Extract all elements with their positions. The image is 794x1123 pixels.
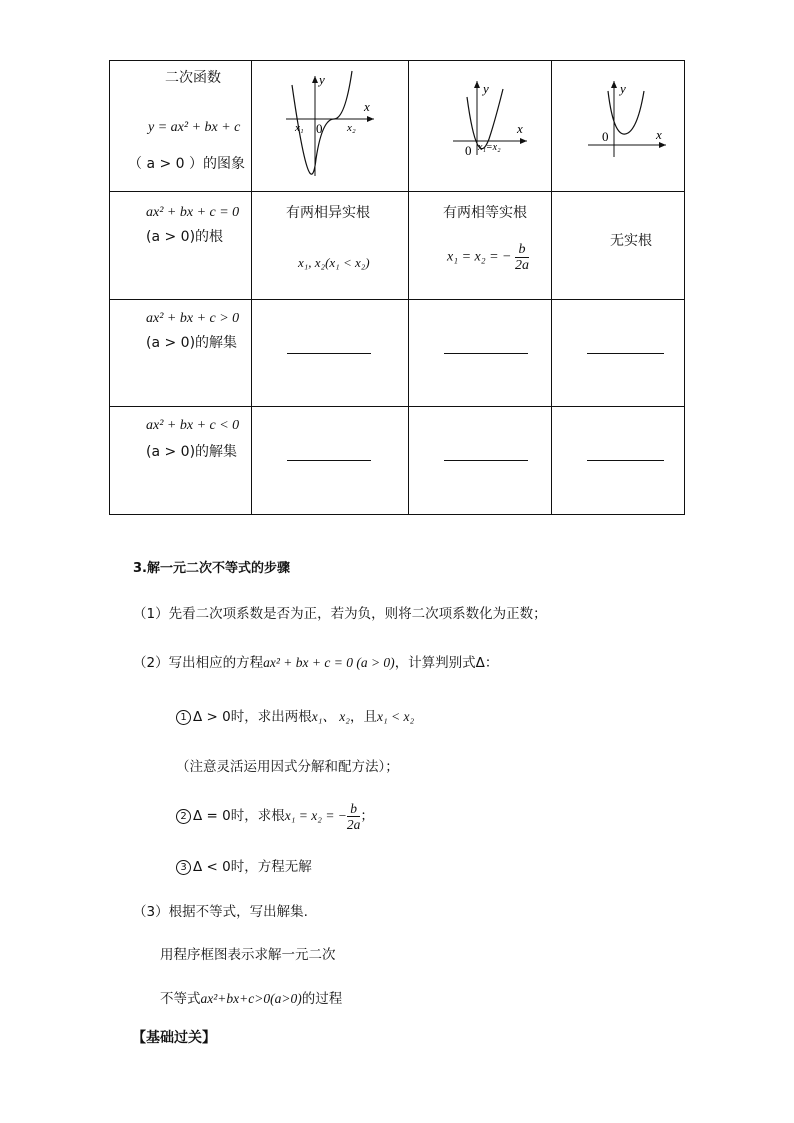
answer-blank[interactable] bbox=[444, 460, 528, 461]
circled-number-2: 2 bbox=[176, 809, 191, 824]
flowchart-line-2-math: ax²+bx+c>0(a>0) bbox=[200, 991, 302, 1006]
answer-blank[interactable] bbox=[287, 460, 371, 461]
double-root-left: x₁ = x₂ = − bbox=[447, 249, 512, 265]
graph1-x1-label: x₁ bbox=[295, 122, 304, 134]
case-2-math: x₁ = x₂ = − bbox=[284, 808, 347, 823]
case-2-text-a: Δ = 0时，求根 bbox=[193, 808, 285, 824]
row3-cond: (a > 0)的解集 bbox=[146, 335, 238, 351]
circled-number-3: 3 bbox=[176, 860, 191, 875]
step-3: （3）根据不等式，写出解集. bbox=[133, 904, 308, 920]
section-heading: 3.解一元二次不等式的步骤 bbox=[133, 561, 290, 576]
cell-r3-c3 bbox=[552, 300, 685, 407]
graph2-y-label: y bbox=[483, 81, 489, 96]
step-2 bbox=[133, 654, 498, 672]
frac-den: 2a bbox=[515, 258, 530, 273]
answer-blank[interactable] bbox=[444, 353, 528, 354]
case-1 bbox=[176, 708, 414, 726]
cell-r2-label bbox=[110, 192, 252, 300]
graph3-y-label: y bbox=[620, 81, 626, 96]
graph1-origin: 0 bbox=[316, 121, 323, 136]
flowchart-line-2-b: 的过程 bbox=[301, 991, 343, 1007]
graph2-x-label: x bbox=[517, 121, 523, 136]
row4-cond: (a > 0)的解集 bbox=[146, 444, 238, 460]
case-2-end: ； bbox=[360, 808, 374, 824]
double-root-math bbox=[447, 242, 529, 273]
frac-num: b bbox=[515, 242, 529, 258]
graph-no-root bbox=[552, 61, 684, 191]
flowchart-line-1: 用程序框图表示求解一元二次 bbox=[160, 947, 336, 963]
circled-number-1: 1 bbox=[176, 710, 191, 725]
graph3-origin: 0 bbox=[602, 129, 609, 144]
answer-blank[interactable] bbox=[587, 353, 664, 354]
cell-r1-graph3 bbox=[552, 61, 685, 192]
cell-r3-c1 bbox=[252, 300, 409, 407]
cell-r2-c3 bbox=[552, 192, 685, 300]
cell-r1-graph1 bbox=[252, 61, 409, 192]
case-2-frac bbox=[347, 801, 361, 832]
case-1-math: x₁、 x₂ bbox=[311, 709, 350, 724]
case-2-frac-num: b bbox=[347, 801, 361, 817]
basic-section-heading: 【基础过关】 bbox=[132, 1030, 216, 1046]
case-2 bbox=[176, 800, 374, 832]
step-2-text-a: （2）写出相应的方程 bbox=[133, 655, 264, 671]
cell-r1-label bbox=[110, 61, 252, 192]
cell-r4-c3 bbox=[552, 407, 685, 515]
answer-blank[interactable] bbox=[287, 353, 371, 354]
two-equal-roots-label: 有两相等实根 bbox=[443, 205, 527, 221]
case-1-math2: x₁ < x₂ bbox=[376, 709, 415, 724]
row1-formula: y = ax² + bx + c bbox=[148, 120, 241, 135]
graph-two-roots bbox=[252, 61, 408, 191]
graph1-x2-label: x₂ bbox=[347, 122, 356, 134]
graph1-x-label: x bbox=[364, 99, 370, 114]
case-3 bbox=[176, 858, 312, 876]
graph2-root-label: x₁=x₂ bbox=[478, 142, 501, 153]
cell-r2-c1 bbox=[252, 192, 409, 300]
cell-r4-label bbox=[110, 407, 252, 515]
cell-r4-c1 bbox=[252, 407, 409, 515]
graph-double-root bbox=[409, 61, 551, 191]
row2-formula: ax² + bx + c = 0 bbox=[146, 205, 240, 220]
flowchart-line-2-a: 不等式 bbox=[160, 991, 201, 1007]
case-2-frac-den: 2a bbox=[346, 816, 361, 832]
row1-title: 二次函数 bbox=[165, 70, 221, 86]
cell-r4-c2 bbox=[409, 407, 552, 515]
row3-formula: ax² + bx + c > 0 bbox=[146, 311, 240, 326]
quadratic-table bbox=[109, 60, 685, 515]
answer-blank[interactable] bbox=[587, 460, 664, 461]
row4-formula: ax² + bx + c < 0 bbox=[146, 418, 240, 433]
note: （注意灵活运用因式分解和配方法）； bbox=[176, 759, 399, 775]
double-root-frac bbox=[515, 242, 529, 273]
cell-r3-label bbox=[110, 300, 252, 407]
two-distinct-roots-label: 有两相异实根 bbox=[286, 205, 370, 221]
case-1-text-a: Δ > 0时，求出两根 bbox=[193, 709, 312, 725]
graph2-origin: 0 bbox=[465, 143, 472, 158]
step-2-text-b: ，计算判别式Δ： bbox=[394, 655, 499, 671]
graph1-y-label: y bbox=[319, 72, 325, 87]
flowchart-line-2 bbox=[160, 990, 342, 1008]
no-real-root-label: 无实根 bbox=[610, 233, 652, 249]
step-2-math: ax² + bx + c = 0 (a > 0) bbox=[263, 655, 395, 670]
case-3-text: Δ < 0时，方程无解 bbox=[193, 859, 312, 875]
cell-r3-c2 bbox=[409, 300, 552, 407]
cell-r2-c2 bbox=[409, 192, 552, 300]
case-1-text-b: ，且 bbox=[349, 709, 377, 725]
two-roots-math: x₁, x₂(x₁ < x₂) bbox=[298, 255, 370, 270]
row2-cond: (a > 0)的根 bbox=[146, 229, 224, 245]
cell-r1-graph2 bbox=[409, 61, 552, 192]
step-1: （1）先看二次项系数是否为正，若为负，则将二次项系数化为正数； bbox=[133, 606, 547, 622]
graph3-x-label: x bbox=[656, 127, 662, 142]
row1-cond: （ a > 0 ）的图象 bbox=[128, 156, 246, 172]
